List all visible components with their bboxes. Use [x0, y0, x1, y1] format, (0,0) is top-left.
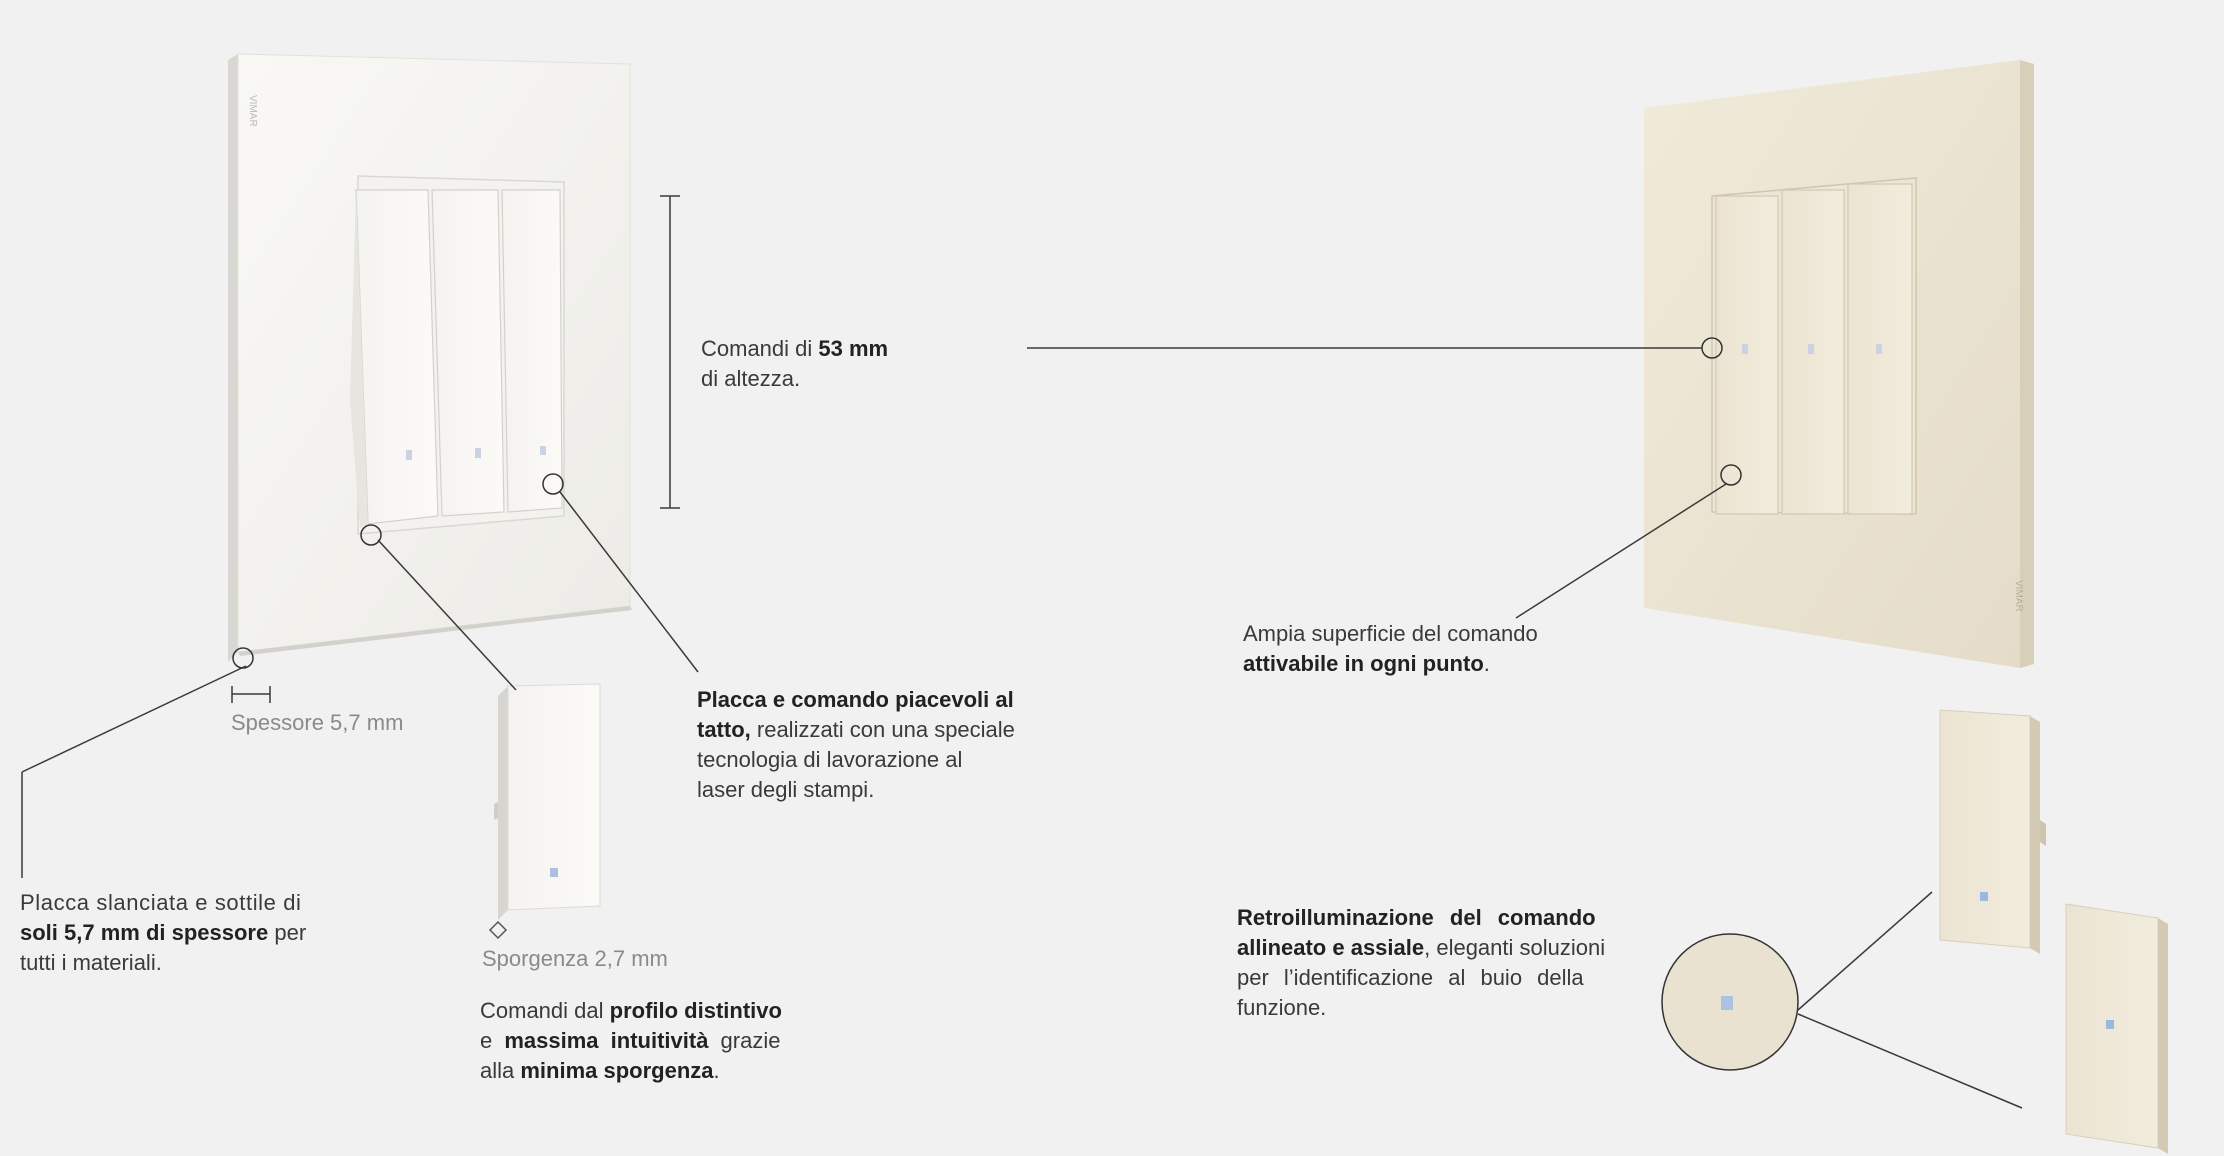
vimar-logo-cream: VIMAR — [2013, 580, 2024, 612]
touch-callout — [697, 685, 1057, 805]
led-indicator — [540, 446, 546, 455]
led-indicator — [2106, 1020, 2114, 1029]
led-indicator — [1808, 344, 1814, 354]
profile-bold-3: minima sporgenza — [520, 1058, 714, 1083]
led-indicator — [1876, 344, 1882, 354]
backlight-callout — [1237, 903, 1623, 1023]
touch-heading: Placca e comando piacevoli al — [697, 687, 1014, 712]
touch-text-2: tecnologia di lavorazione al — [697, 747, 963, 772]
thickness-dimension-label: Spessore 5,7 mm — [231, 710, 404, 735]
height-value: 53 mm — [818, 336, 889, 361]
touch-text-3: laser degli stampi. — [697, 777, 875, 802]
surface-text-2: . — [1483, 651, 1490, 676]
thickness-text: Placca slanciata e sottile di — [20, 890, 302, 915]
height-callout — [701, 334, 888, 394]
vimar-logo: VIMAR — [247, 95, 258, 127]
backlight-heading: Retroilluminazione del comando — [1237, 905, 1596, 930]
thickness-callout — [20, 888, 326, 978]
height-text-2: di altezza. — [701, 366, 801, 391]
surface-text: Ampia superficie del comando — [1243, 621, 1538, 646]
surface-bold: attivabile in ogni punto — [1243, 651, 1484, 676]
cream-single-key-bottom — [2066, 904, 2168, 1154]
protrusion-dimension-label: Sporgenza 2,7 mm — [482, 946, 668, 971]
profile-text: Comandi dal — [480, 998, 610, 1023]
profile-text-4: alla — [480, 1058, 521, 1083]
backlight-text: , eleganti soluzioni — [1424, 935, 1606, 960]
thickness-value: soli 5,7 mm di spessore — [20, 920, 269, 945]
led-indicator — [1742, 344, 1748, 354]
led-indicator — [475, 448, 481, 458]
profile-callout — [480, 996, 790, 1086]
white-switch-block — [350, 176, 564, 534]
profile-text-5: . — [713, 1058, 720, 1083]
backlight-text-2: per l’identificazione al buio della — [1237, 965, 1584, 990]
touch-text: realizzati con una speciale — [750, 717, 1015, 742]
backlight-text-3: funzione. — [1237, 995, 1327, 1020]
led-indicator — [1980, 892, 1988, 901]
thickness-text-2: per — [268, 920, 307, 945]
white-single-key — [490, 684, 600, 938]
backlight-heading-2: allineato e assiale — [1237, 935, 1425, 960]
thickness-text-3: tutti i materiali. — [20, 950, 162, 975]
touch-heading-2: tatto, — [697, 717, 751, 742]
surface-callout — [1243, 619, 1583, 679]
profile-text-2: e — [480, 1028, 505, 1053]
profile-text-3: grazie — [708, 1028, 781, 1053]
cream-single-key-top — [1940, 710, 2046, 954]
cream-plate — [1644, 60, 2034, 668]
led-indicator — [1721, 996, 1733, 1010]
led-indicator — [550, 868, 558, 877]
profile-bold-1: profilo distintivo — [609, 998, 782, 1023]
height-text: Comandi di — [701, 336, 819, 361]
led-indicator — [406, 450, 412, 460]
profile-bold-2: massima intuitività — [504, 1028, 709, 1053]
magnifier-detail — [1662, 934, 1798, 1070]
